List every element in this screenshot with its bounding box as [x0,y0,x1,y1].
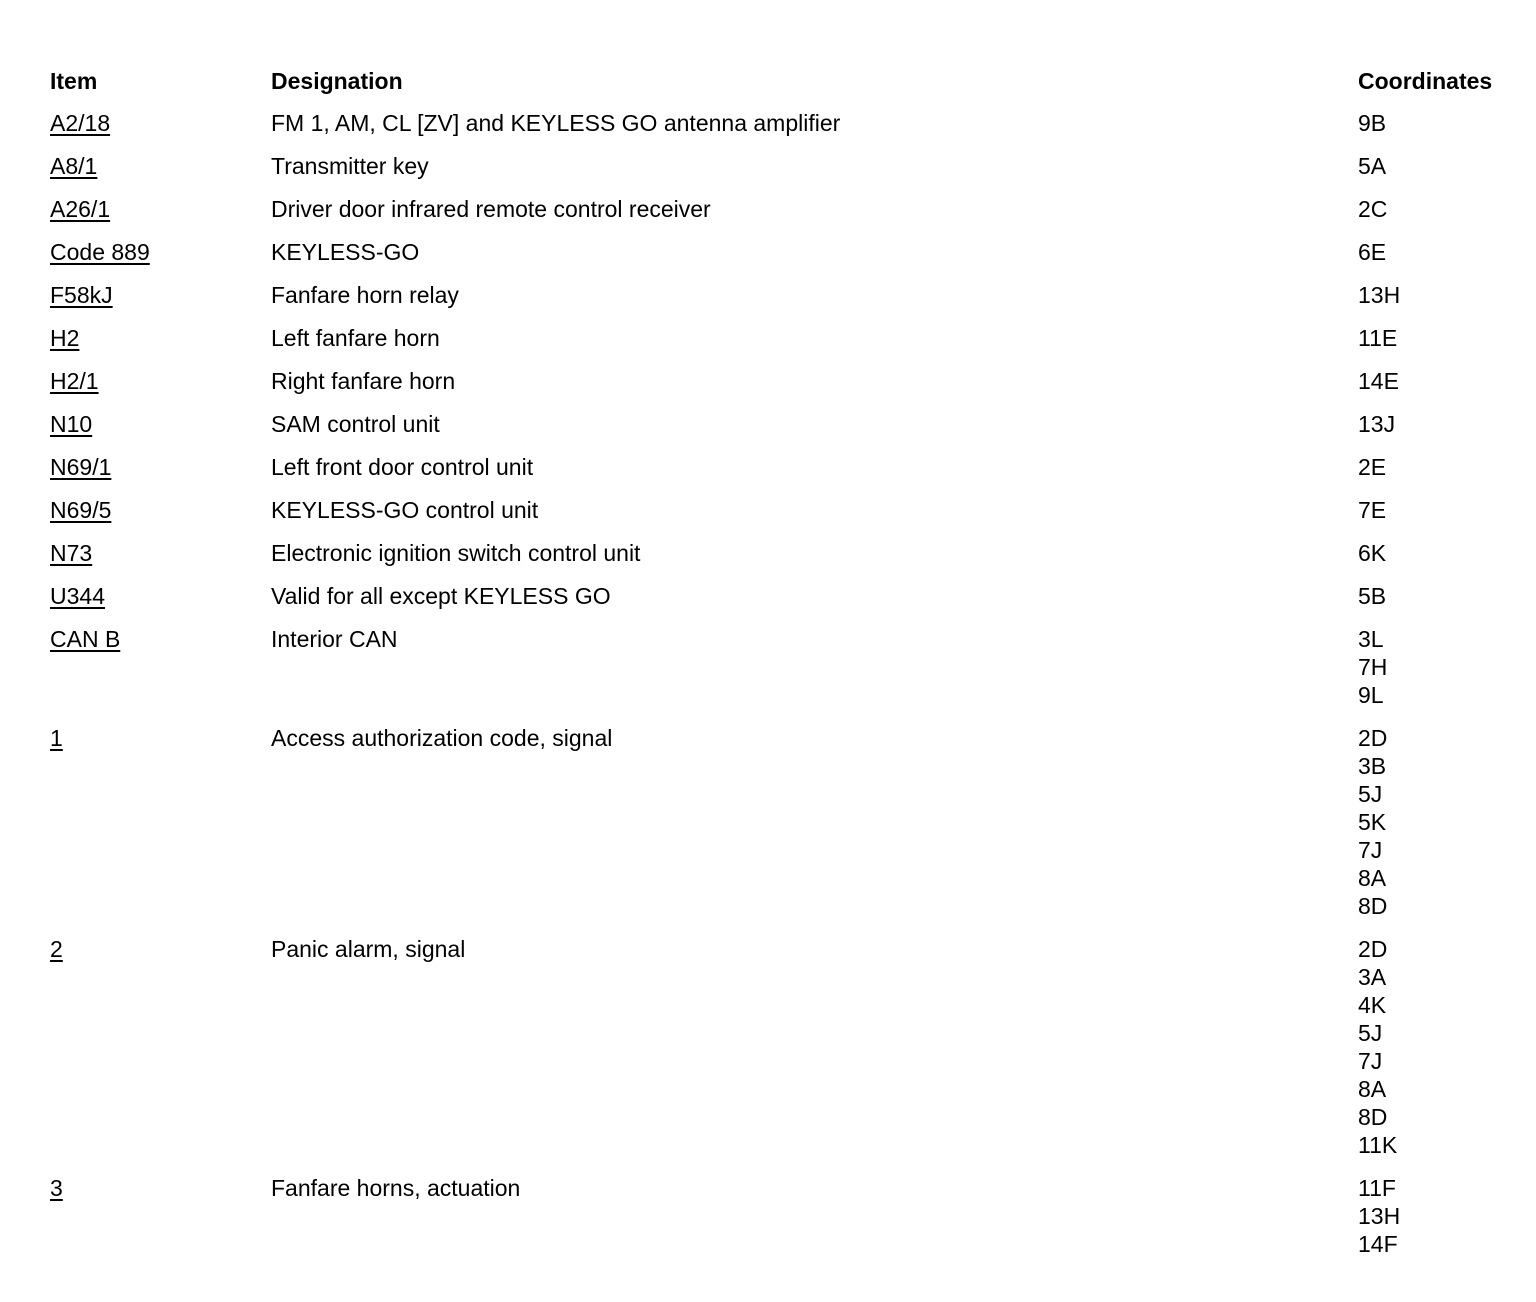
item-link[interactable]: A8/1 [50,153,98,179]
table-row [50,453,1530,496]
coordinate-value: 7J [1358,1048,1383,1074]
designation-text: Valid for all except KEYLESS GO [271,583,611,609]
coordinate-value: 4K [1358,992,1387,1018]
coordinate-value: 8A [1358,1076,1387,1102]
coordinate-value: 5J [1358,1020,1383,1046]
coordinate-value: 5B [1358,583,1387,609]
item-link[interactable]: Code 889 [50,239,150,265]
coordinate-value: 8D [1358,893,1388,919]
coordinates-cell [1358,109,1386,137]
table-row [50,625,1530,724]
designation-text: FM 1, AM, CL [ZV] and KEYLESS GO antenna amplifier [271,110,841,136]
coordinate-value: 5K [1358,809,1387,835]
coordinate-value: 11E [1358,325,1398,351]
coordinates-cell [1358,625,1387,709]
coordinate-value: 9B [1358,110,1387,136]
item-link[interactable]: H2/1 [50,368,99,394]
table-row [50,367,1530,410]
coordinates-cell [1358,281,1400,309]
coordinate-value: 6E [1358,239,1387,265]
header-item: Item [50,68,98,94]
coordinate-value: 3B [1358,753,1387,779]
table-row [50,582,1530,625]
coordinate-value: 11F [1358,1175,1396,1201]
designation-text: Right fanfare horn [271,368,456,394]
designation-text: Electronic ignition switch control unit [271,540,641,566]
coordinate-value: 8D [1358,1104,1388,1130]
coordinates-cell [1358,152,1386,180]
table-row [50,410,1530,453]
legend-table [50,67,1530,1273]
coordinates-cell [1358,324,1397,352]
designation-text: Access authorization code, signal [271,725,613,751]
table-row [50,724,1530,935]
coordinate-value: 9L [1358,682,1384,708]
table-row [50,238,1530,281]
coordinates-cell [1358,195,1387,223]
coordinate-value: 2E [1358,454,1387,480]
item-link[interactable]: N69/5 [50,497,112,523]
item-link[interactable]: H2 [50,325,80,351]
coordinate-value: 5A [1358,153,1387,179]
item-link[interactable]: 3 [50,1175,63,1201]
designation-text: KEYLESS-GO control unit [271,497,539,523]
item-link[interactable]: N73 [50,540,93,566]
coordinate-value: 11K [1358,1132,1398,1158]
coordinates-cell [1358,367,1399,395]
header-coordinates: Coordinates [1358,68,1493,94]
table-row [50,152,1530,195]
coordinates-cell [1358,539,1386,567]
coordinates-cell [1358,238,1386,266]
designation-text: Left front door control unit [271,454,534,480]
coordinates-cell [1358,1174,1400,1258]
designation-text: Interior CAN [271,626,398,652]
table-row [50,935,1530,1174]
coordinate-value: 14F [1358,1231,1398,1257]
coordinate-value: 3L [1358,626,1384,652]
table-row [50,496,1530,539]
table-row [50,324,1530,367]
item-link[interactable]: A2/18 [50,110,111,136]
coordinates-cell [1358,935,1397,1159]
coordinate-value: 7J [1358,837,1383,863]
table-row [50,1174,1530,1273]
designation-text: Transmitter key [271,153,429,179]
item-link[interactable]: U344 [50,583,105,609]
designation-text: SAM control unit [271,411,440,437]
item-link[interactable]: CAN B [50,626,121,652]
table-row [50,195,1530,238]
coordinate-value: 6K [1358,540,1387,566]
coordinate-value: 2C [1358,196,1388,222]
item-link[interactable]: 2 [50,936,63,962]
table-row [50,109,1530,152]
coordinates-cell [1358,410,1395,438]
designation-text: Panic alarm, signal [271,936,466,962]
coordinate-value: 7E [1358,497,1387,523]
coordinate-value: 13H [1358,282,1401,308]
table-body [50,109,1530,1273]
coordinate-value: 8A [1358,865,1387,891]
header-designation: Designation [271,68,403,94]
coordinate-value: 2D [1358,725,1388,751]
coordinates-cell [1358,496,1386,524]
coordinates-cell [1358,453,1386,481]
coordinate-value: 7H [1358,654,1388,680]
item-link[interactable]: F58kJ [50,282,113,308]
designation-text: Left fanfare horn [271,325,440,351]
coordinates-cell [1358,724,1387,920]
coordinate-value: 14E [1358,368,1399,394]
designation-text: Fanfare horn relay [271,282,459,308]
coordinate-value: 13H [1358,1203,1401,1229]
table-row [50,281,1530,324]
table-header-row [50,67,1530,101]
table-row [50,539,1530,582]
item-link[interactable]: N10 [50,411,93,437]
item-link[interactable]: A26/1 [50,196,111,222]
coordinates-cell [1358,582,1386,610]
item-link[interactable]: N69/1 [50,454,112,480]
designation-text: Driver door infrared remote control receiver [271,196,711,222]
designation-text: Fanfare horns, actuation [271,1175,521,1201]
coordinate-value: 13J [1358,411,1396,437]
item-link[interactable]: 1 [50,725,63,751]
coordinate-value: 5J [1358,781,1383,807]
coordinate-value: 2D [1358,936,1388,962]
designation-text: KEYLESS-GO [271,239,420,265]
coordinate-value: 3A [1358,964,1387,990]
